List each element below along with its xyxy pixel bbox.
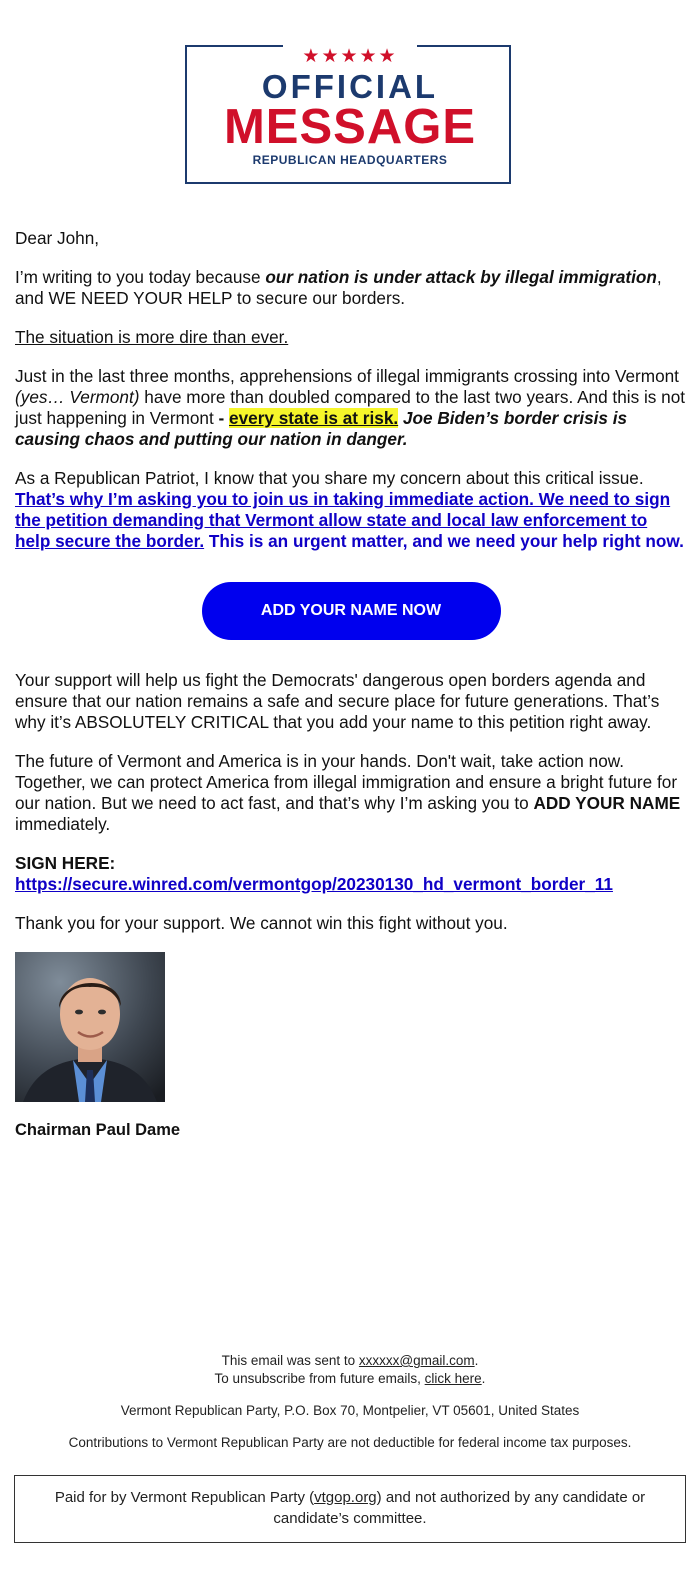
official-message-logo (185, 45, 511, 184)
email-footer (15, 1352, 685, 1466)
footer-sent-to: This email was sent to xxxxxx@gmail.com. To unsubscribe from future emails, click here. (214, 1353, 486, 1386)
unsubscribe-link[interactable]: click here (424, 1371, 482, 1386)
chairman-photo (15, 952, 165, 1102)
logo-hq-text: REPUBLICAN HEADQUARTERS (252, 153, 448, 167)
highlight-every-state: every state is at risk. (229, 408, 399, 428)
footer-tax-notice: Contributions to Vermont Republican Party are not deductible for federal income tax purposes. (68, 1435, 632, 1450)
email-body (15, 228, 687, 1159)
sign-here-block (15, 853, 687, 895)
paragraph-future: The future of Vermont and America is in your hands. Don't wait, take action now. Together, we can protect America from illegal immigration and ensure a bright future for our nation. But we need to act fast, and that’s why I’m asking you to ADD YOUR NAME immediately. (15, 751, 681, 834)
footer-address: Vermont Republican Party, P.O. Box 70, Montpelier, VT 05601, United States (120, 1403, 580, 1418)
paid-for-disclaimer: Paid for by Vermont Republican Party (vtgop.org) and not authorized by any candidate or candidate’s committee. (14, 1475, 686, 1543)
signature-name: Chairman Paul Dame (15, 1121, 181, 1139)
add-your-name-button[interactable]: ADD YOUR NAME NOW (202, 582, 501, 640)
paragraph-attack: I’m writing to you today because our nation is under attack by illegal immigration, and WE NEED YOUR HELP to secure our borders. (15, 267, 662, 308)
cta-row (15, 582, 687, 640)
paragraph-patriot: As a Republican Patriot, I know that you share my concern about this critical issue. That’s why I’m asking you to join us in taking immediate action. We need to sign the petition demanding that Vermont allow state and local law enforcement to help secure the border. This is an urgent matter, and we need your help right now. (15, 468, 684, 551)
logo-message-text: MESSAGE (223, 100, 477, 154)
vtgop-link[interactable]: vtgop.org (314, 1489, 377, 1506)
thank-you-line: Thank you for your support. We cannot win this fight without you. (15, 913, 508, 933)
petition-link[interactable]: That’s why I’m asking you to join us in taking immediate action. We need to sign the petition demanding that Vermont allow state and local law enforcement to help secure the border. (15, 489, 671, 551)
recipient-email-link[interactable]: xxxxxx@gmail.com (358, 1353, 475, 1368)
logo-graphic (187, 47, 513, 186)
logo-stars: ★★★★★ (302, 47, 398, 67)
greeting: Dear John, (15, 228, 100, 248)
sign-here-label: SIGN HERE: (15, 853, 116, 873)
sign-here-url[interactable]: https://secure.winred.com/vermontgop/20230130_hd_vermont_border_11 (15, 874, 613, 894)
paragraph-support: Your support will help us fight the Democrats' dangerous open borders agenda and ensure that our nation remains a safe and secure place for future generations. That’s why it’s ABSOLUTELY CRITICAL that you add your name to this petition right away. (15, 670, 660, 732)
paragraph-dire: The situation is more dire than ever. (15, 327, 289, 347)
paragraph-apprehensions: Just in the last three months, apprehensions of illegal immigrants crossing into Vermont (yes… Vermont) have more than doubled compared to the last two years. And this is not just happening in Vermont - every state is at risk. Joe Biden’s border crisis is causing chaos and putting our nation in danger. (15, 366, 686, 449)
portrait-image (15, 952, 165, 1102)
logo-official-text: OFFICIAL (261, 68, 439, 105)
